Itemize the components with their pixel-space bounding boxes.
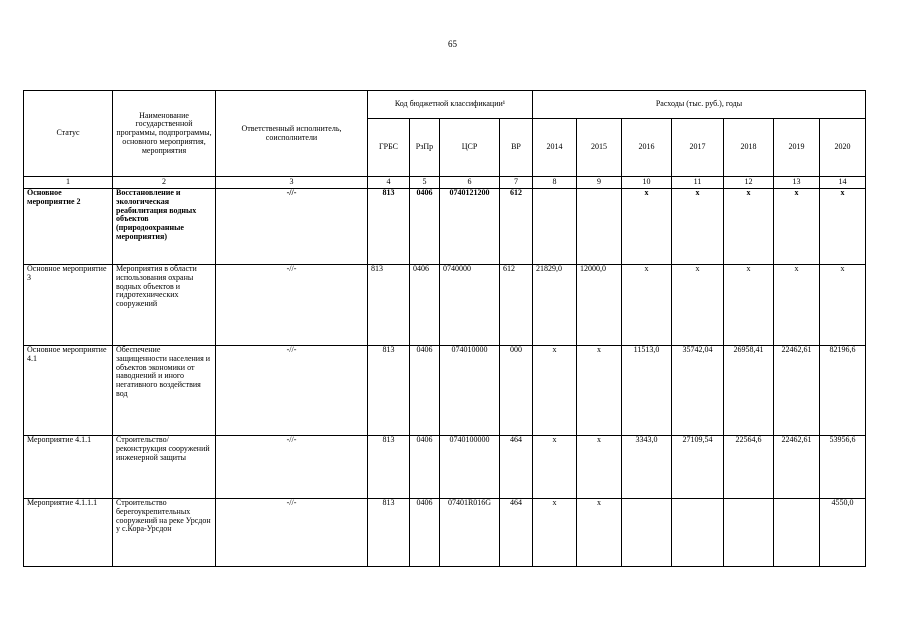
header-year-2015: 2015	[577, 119, 622, 177]
row-y2019: 22462,61	[774, 346, 820, 436]
header-year-2019: 2019	[774, 119, 820, 177]
row-y2014: x	[533, 499, 577, 567]
row-y2017: x	[672, 189, 724, 265]
row-y2020: x	[820, 189, 866, 265]
row-y2017: 35742,04	[672, 346, 724, 436]
row-y2018	[724, 499, 774, 567]
header-status: Статус	[24, 91, 113, 177]
row-y2018: 22564,6	[724, 436, 774, 499]
row-y2017: 27109,54	[672, 436, 724, 499]
row-csr: 07401R016G	[440, 499, 500, 567]
column-number: 3	[216, 177, 368, 189]
row-grbs: 813	[368, 265, 410, 346]
row-y2015	[577, 189, 622, 265]
header-budget-code: Код бюджетной классификации¹	[368, 91, 533, 119]
header-csr: ЦСР	[440, 119, 500, 177]
column-number: 4	[368, 177, 410, 189]
column-number: 6	[440, 177, 500, 189]
row-y2017	[672, 499, 724, 567]
table-row	[24, 346, 866, 436]
row-vr: 464	[500, 499, 533, 567]
row-grbs: 813	[368, 499, 410, 567]
column-number: 1	[24, 177, 113, 189]
row-status: Основное мероприятие 3	[24, 265, 113, 346]
row-y2020: x	[820, 265, 866, 346]
row-csr: 0740100000	[440, 436, 500, 499]
row-y2014: x	[533, 346, 577, 436]
column-number: 13	[774, 177, 820, 189]
row-rzpr: 0406	[410, 265, 440, 346]
row-y2019: x	[774, 265, 820, 346]
row-rzpr: 0406	[410, 346, 440, 436]
row-status: Основное мероприятие 4.1	[24, 346, 113, 436]
header-expenses: Расходы (тыс. руб.), годы	[533, 91, 866, 119]
row-y2017: x	[672, 265, 724, 346]
table-row	[24, 499, 866, 567]
row-executor: -//-	[216, 346, 368, 436]
column-number: 2	[113, 177, 216, 189]
header-name: Наименование государственной программы, подпрограммы, основного мероприятия, мероприятия	[113, 91, 216, 177]
row-csr: 074010000	[440, 346, 500, 436]
row-executor: -//-	[216, 436, 368, 499]
row-vr: 612	[500, 189, 533, 265]
column-number: 10	[622, 177, 672, 189]
row-executor: -//-	[216, 265, 368, 346]
row-y2018: x	[724, 265, 774, 346]
row-name: Строительство берегоукрепительных сооружений на реке Урсдон у с.Кора-Урсдон	[113, 499, 216, 567]
column-number: 9	[577, 177, 622, 189]
row-status: Мероприятие 4.1.1	[24, 436, 113, 499]
row-rzpr: 0406	[410, 189, 440, 265]
header-vr: ВР	[500, 119, 533, 177]
column-number: 11	[672, 177, 724, 189]
header-year-2016: 2016	[622, 119, 672, 177]
row-name: Обеспечение защищенности населения и объектов экономики от наводнений и иного негативного воздействия вод	[113, 346, 216, 436]
row-y2018: 26958,41	[724, 346, 774, 436]
row-csr: 0740000	[440, 265, 500, 346]
row-y2019: x	[774, 189, 820, 265]
row-executor: -//-	[216, 189, 368, 265]
row-grbs: 813	[368, 436, 410, 499]
row-y2015: x	[577, 499, 622, 567]
row-y2016: x	[622, 189, 672, 265]
row-y2020: 53956,6	[820, 436, 866, 499]
header-executor: Ответственный исполнитель, соисполнители	[216, 91, 368, 177]
column-number: 14	[820, 177, 866, 189]
row-y2020: 82196,6	[820, 346, 866, 436]
column-number-row	[24, 177, 866, 189]
row-name: Строительство/реконструкция сооружений инженерной защиты	[113, 436, 216, 499]
column-number: 12	[724, 177, 774, 189]
header-year-2018: 2018	[724, 119, 774, 177]
row-y2019: 22462,61	[774, 436, 820, 499]
row-y2019	[774, 499, 820, 567]
table-row	[24, 436, 866, 499]
row-csr: 0740121200	[440, 189, 500, 265]
header-year-2017: 2017	[672, 119, 724, 177]
row-y2016: 11513,0	[622, 346, 672, 436]
row-vr: 612	[500, 265, 533, 346]
row-status: Мероприятие 4.1.1.1	[24, 499, 113, 567]
column-number: 5	[410, 177, 440, 189]
row-rzpr: 0406	[410, 499, 440, 567]
row-y2016	[622, 499, 672, 567]
row-grbs: 813	[368, 346, 410, 436]
row-executor: -//-	[216, 499, 368, 567]
row-vr: 000	[500, 346, 533, 436]
row-y2018: x	[724, 189, 774, 265]
budget-table	[23, 90, 866, 567]
row-y2014: 21829,0	[533, 265, 577, 346]
column-number: 8	[533, 177, 577, 189]
row-status: Основное мероприятие 2	[24, 189, 113, 265]
row-y2015: x	[577, 436, 622, 499]
table-row	[24, 189, 866, 265]
row-rzpr: 0406	[410, 436, 440, 499]
header-year-2020: 2020	[820, 119, 866, 177]
row-y2014: x	[533, 436, 577, 499]
row-y2020: 4550,0	[820, 499, 866, 567]
row-name: Мероприятия в области использования охраны водных объектов и гидротехнических сооружений	[113, 265, 216, 346]
page-number: 65	[448, 39, 457, 49]
row-name: Восстановление и экологическая реабилитация водных объектов (природоохранные мероприятия)	[113, 189, 216, 265]
row-y2016: 3343,0	[622, 436, 672, 499]
row-grbs: 813	[368, 189, 410, 265]
row-y2015: 12000,0	[577, 265, 622, 346]
header-grbs: ГРБС	[368, 119, 410, 177]
row-vr: 464	[500, 436, 533, 499]
row-y2016: x	[622, 265, 672, 346]
header-year-2014: 2014	[533, 119, 577, 177]
header-rzpr: РзПр	[410, 119, 440, 177]
row-y2014	[533, 189, 577, 265]
column-number: 7	[500, 177, 533, 189]
table-row	[24, 265, 866, 346]
row-y2015: x	[577, 346, 622, 436]
